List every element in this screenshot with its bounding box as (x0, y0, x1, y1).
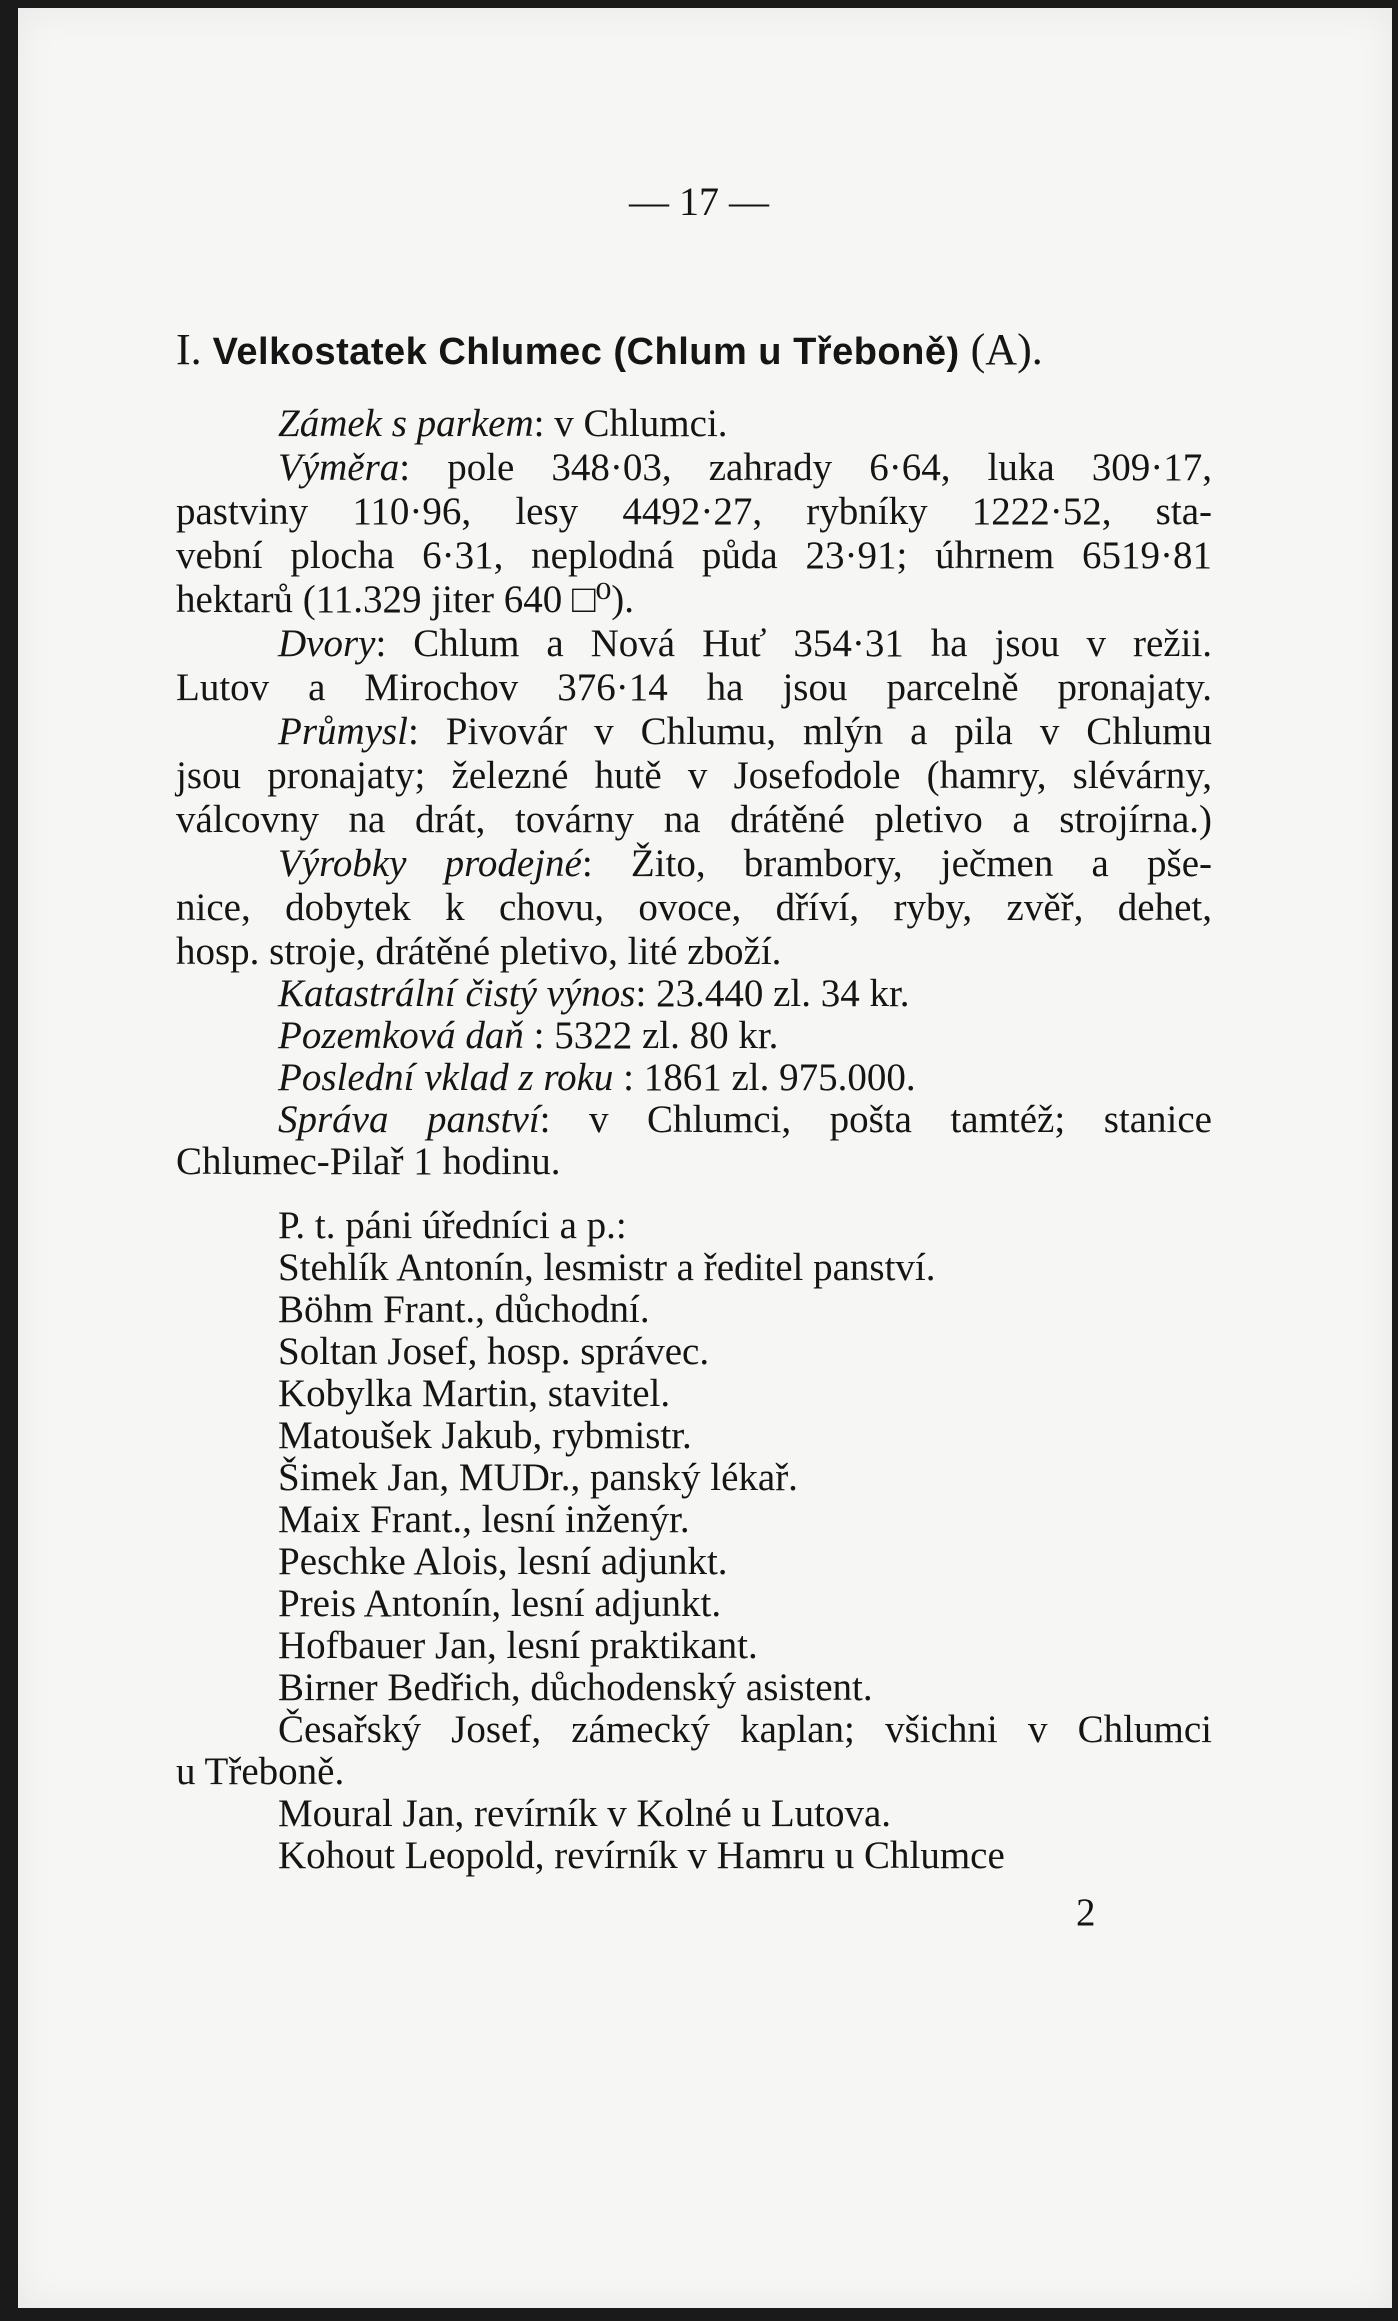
text-line: u Třeboně. (176, 1750, 345, 1793)
field-text: : Žito, brambory, ječmen a pše- (581, 842, 1212, 885)
text-line: pastviny 110·96, lesy 4492·27, rybníky 1222·52, sta- (176, 490, 1212, 533)
staff-entry: Hofbauer Jan, lesní praktikant. (278, 1624, 758, 1667)
text-line (278, 1098, 1212, 1142)
field-label: Výrobky prodejné (278, 842, 582, 885)
field-text: : Chlum a Nová Huť 354·31 ha jsou v režii. (375, 622, 1212, 665)
heading-suffix: (A). (970, 325, 1043, 374)
staff-entry: Stehlík Antonín, lesmistr a ředitel panství. (278, 1246, 936, 1289)
field-text: : v Chlumci, pošta tamtéž; stanice (539, 1098, 1212, 1141)
text-line: nice, dobytek k chovu, ovoce, dříví, ryby, zvěř, dehet, (176, 886, 1212, 929)
staff-entry: Matoušek Jakub, rybmistr. (278, 1414, 692, 1457)
field-label: Poslední vklad z roku (278, 1056, 614, 1099)
staff-entry: Šimek Jan, MUDr., panský lékař. (278, 1456, 798, 1499)
field-label: Správa panství (278, 1098, 540, 1141)
field-text: : 5322 zl. 80 kr. (523, 1014, 779, 1057)
text-line: Lutov a Mirochov 376·14 ha jsou parcelně pronajaty. (176, 666, 1212, 709)
text-line: hosp. stroje, drátěné pletivo, lité zboží. (176, 930, 782, 973)
text-line (278, 842, 1212, 886)
text-line: hektarů (11.329 jiter 640 □⁰). (176, 578, 634, 621)
field-text: : v Chlumci. (533, 402, 728, 445)
staff-entry: Preis Antonín, lesní adjunkt. (278, 1582, 722, 1625)
page-number: — 17 — (629, 179, 769, 224)
staff-entry: Peschke Alois, lesní adjunkt. (278, 1540, 728, 1583)
staff-entry: Moural Jan, revírník v Kolné u Lutova. (278, 1792, 892, 1835)
text-line (278, 402, 728, 446)
staff-entry: Maix Frant., lesní inženýr. (278, 1498, 690, 1541)
staff-entry: Česařský Josef, zámecký kaplan; všichni v Chlumci (278, 1708, 1212, 1751)
staff-entry: Kobylka Martin, stavitel. (278, 1372, 671, 1415)
field-label: Dvory (278, 622, 376, 665)
field-label: Výměra (278, 446, 400, 489)
field-label: Pozemková daň (278, 1014, 524, 1057)
text-line (278, 622, 1212, 666)
field-label: Průmysl (278, 710, 408, 753)
signature-mark: 2 (1076, 1891, 1096, 1934)
heading-prefix: I. (176, 325, 202, 374)
text-line (278, 446, 1212, 490)
field-text: : Pivovár v Chlumu, mlýn a pila v Chlumu (408, 710, 1212, 753)
staff-entry: Soltan Josef, hosp. správec. (278, 1330, 710, 1373)
field-label: Zámek s parkem (278, 402, 534, 445)
text-line: vební plocha 6·31, neplodná půda 23·91; úhrnem 6519·81 (176, 534, 1212, 577)
heading-title: Velkostatek Chlumec (Chlum u Třeboně) (212, 331, 960, 373)
field-label: Katastrální čistý výnos (278, 972, 636, 1015)
text-line: P. t. páni úředníci a p.: (278, 1204, 627, 1247)
field-text: : pole 348·03, zahrady 6·64, luka 309·17, (399, 446, 1212, 489)
text-line: jsou pronajaty; železné hutě v Josefodole (hamry, slévárny, (176, 754, 1212, 797)
text-line: válcovny na drát, továrny na drátěné pletivo a strojírna.) (176, 798, 1212, 841)
section-heading (176, 324, 1043, 375)
staff-entry: Birner Bedřich, důchodenský asistent. (278, 1666, 873, 1709)
text-line (278, 710, 1212, 754)
text-line (278, 1056, 916, 1100)
text-line (278, 1014, 778, 1058)
staff-entry: Kohout Leopold, revírník v Hamru u Chlumce (278, 1834, 1005, 1877)
text-line: Chlumec-Pilař 1 hodinu. (176, 1140, 561, 1183)
staff-entry: Böhm Frant., důchodní. (278, 1288, 650, 1331)
text-line (278, 972, 910, 1016)
field-text: : 1861 zl. 975.000. (613, 1056, 916, 1099)
field-text: : 23.440 zl. 34 kr. (635, 972, 910, 1015)
